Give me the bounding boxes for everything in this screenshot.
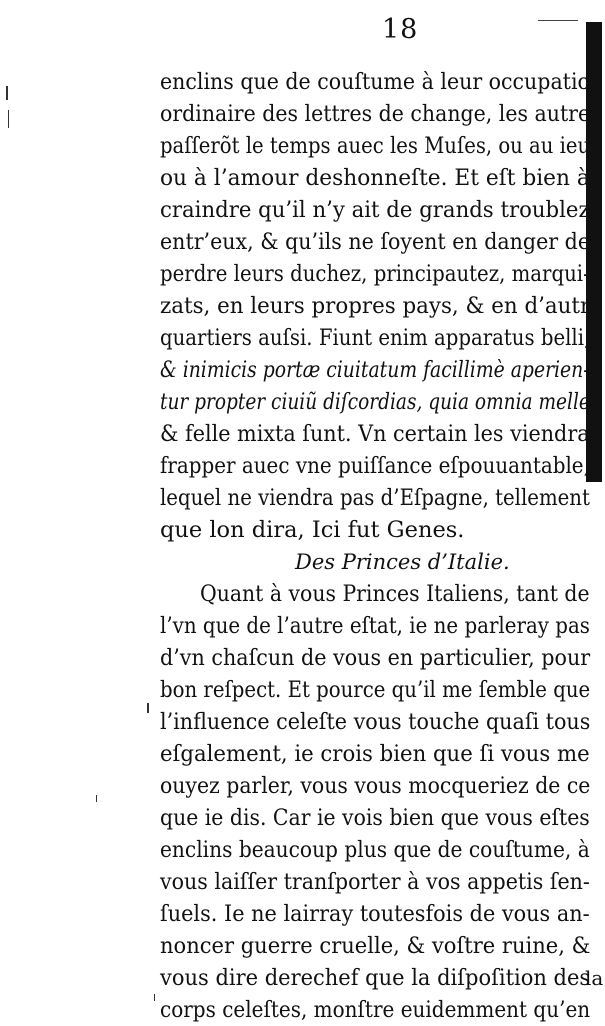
text-line: bon reſpect. Et pource qu’il me ſemble que xyxy=(160,677,591,703)
text-line: Quant à vous Princes Italiens, tant de xyxy=(200,581,590,607)
text-line: lequel ne viendra pas d’Eſpagne, tellement xyxy=(160,485,590,511)
text-line: l’vn que de l’autre eſtat, ie ne parleray pas xyxy=(160,613,590,639)
margin-mark xyxy=(147,703,149,713)
header-rule xyxy=(538,20,578,21)
margin-mark xyxy=(154,994,155,1001)
text-line: ou à l’amour deshonneſte. Et eſt bien à xyxy=(160,165,590,191)
text-line: eſgalement, ie crois bien que ſi vous me xyxy=(160,741,590,767)
margin-mark xyxy=(96,795,97,802)
text-line: vous dire derechef que la diſpoſition des xyxy=(160,965,591,991)
text-line: ouyez parler, vous vous mocqueriez de ce xyxy=(160,773,591,799)
text-line: ſuels. Ie ne lairray toutesfois de vous an- xyxy=(160,901,590,927)
text-line: entr’eux, & qu’ils ne ſoyent en danger de xyxy=(160,229,591,255)
text-line: noncer guerre cruelle, & voſtre ruine, & xyxy=(160,933,591,959)
text-line: ordinaire des lettres de change, les autre xyxy=(160,101,591,127)
text-line: vous laiſſer tranſporter à vos appetis ſen- xyxy=(160,869,590,895)
text-body xyxy=(160,66,600,1023)
text-line: corps celeſtes, monſtre euidemment qu’en xyxy=(160,997,591,1023)
margin-mark xyxy=(6,86,8,100)
section-heading: Des Princes d’Italie. xyxy=(295,550,510,574)
text-line: que lon dira, Ici fut Genes. xyxy=(160,517,465,543)
text-line: d’vn chaſcun de vous en particulier, pour xyxy=(160,645,591,671)
text-line: craindre qu’il n’y ait de grands troublez xyxy=(160,197,590,223)
page-number: 18 xyxy=(382,14,419,45)
text-line-latin: tur propter ciuiũ diſcordias, quia omnia melle xyxy=(160,389,590,415)
catchword: la xyxy=(585,966,604,990)
text-line: perdre leurs duchez, principautez, marqui- xyxy=(160,261,590,287)
text-line: & felle mixta ſunt. Vn certain les viendra xyxy=(160,421,590,447)
text-line: que ie dis. Car ie vois bien que vous eſtes xyxy=(160,805,590,831)
text-line-latin: & inimicis portæ ciuitatum facillimè aperien- xyxy=(160,357,590,383)
text-line: enclins que de couſtume à leur occupatio xyxy=(160,69,590,95)
text-line: paſſerõt le temps auec les Muſes, ou au ieu xyxy=(160,133,591,159)
text-line: frapper auec vne puiſſance eſpouuantable, xyxy=(160,453,590,479)
text-line: quartiers auſsi. Fiunt enim apparatus belli, xyxy=(160,325,591,351)
text-line: enclins beaucoup plus que de couſtume, à xyxy=(160,837,590,863)
text-line: zats, en leurs propres pays, & en d’autr xyxy=(160,293,591,319)
text-line: l’influence celeſte vous touche quaſi tous xyxy=(160,709,591,735)
margin-mark xyxy=(8,110,9,128)
